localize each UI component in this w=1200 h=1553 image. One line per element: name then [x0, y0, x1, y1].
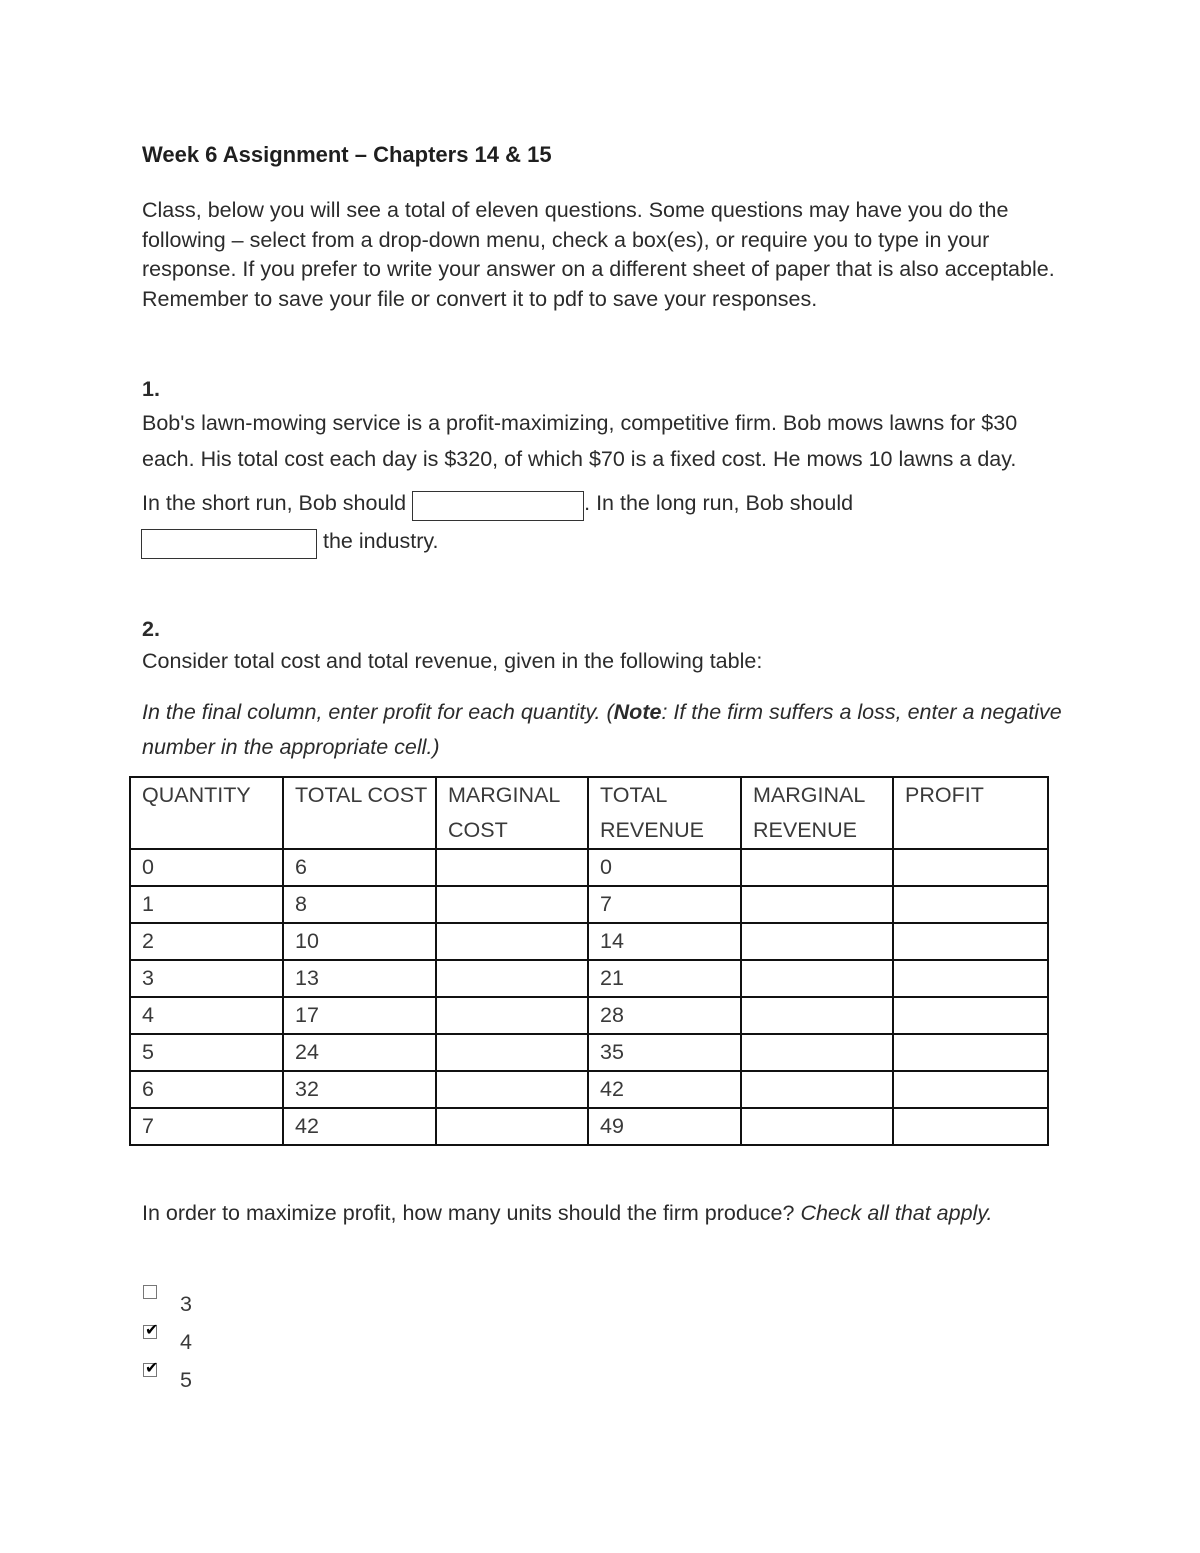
long-run-answer-field[interactable]	[141, 529, 317, 559]
table-cell: 14	[588, 923, 741, 960]
table-row	[130, 1034, 1048, 1071]
table-row	[130, 849, 1048, 886]
answer-option[interactable]	[142, 1360, 342, 1399]
table-row	[130, 960, 1048, 997]
table-cell: 1	[130, 886, 283, 923]
prompt-short-run: In the short run, Bob should	[142, 491, 407, 515]
answer-checkbox[interactable]	[143, 1322, 159, 1339]
table-cell: 0	[588, 849, 741, 886]
followup-question	[142, 1196, 1062, 1232]
table-cell: 42	[283, 1108, 436, 1145]
page-title: Week 6 Assignment – Chapters 14 & 15	[142, 142, 552, 167]
table-input-cell[interactable]	[741, 923, 893, 960]
answer-option[interactable]	[142, 1322, 342, 1361]
table-input-cell[interactable]	[741, 886, 893, 923]
table-header-cell: PROFIT	[893, 777, 1048, 849]
table-cell: 35	[588, 1034, 741, 1071]
table-cell: 0	[130, 849, 283, 886]
table-cell: 5	[130, 1034, 283, 1071]
answer-checkbox[interactable]	[143, 1360, 159, 1377]
table-input-cell[interactable]	[893, 997, 1048, 1034]
table-input-cell[interactable]	[436, 1071, 588, 1108]
table-input-cell[interactable]	[893, 960, 1048, 997]
table-header-cell: MARGINAL COST	[436, 777, 588, 849]
table-header-cell: TOTAL REVENUE	[588, 777, 741, 849]
prompt-industry: the industry.	[322, 529, 439, 553]
table-cell: 42	[588, 1071, 741, 1108]
cost-revenue-table	[129, 776, 1049, 1146]
table-input-cell[interactable]	[741, 1108, 893, 1145]
table-cell: 24	[283, 1034, 436, 1071]
table-row	[130, 997, 1048, 1034]
table-input-cell[interactable]	[741, 997, 893, 1034]
table-header-cell: QUANTITY	[130, 777, 283, 849]
table-cell: 2	[130, 923, 283, 960]
table-cell: 4	[130, 997, 283, 1034]
table-input-cell[interactable]	[436, 1108, 588, 1145]
checkmark-icon: ✔	[145, 1322, 159, 1339]
table-cell: 7	[130, 1108, 283, 1145]
table-input-cell[interactable]	[436, 997, 588, 1034]
table-input-cell[interactable]	[893, 1071, 1048, 1108]
table-header-row	[130, 777, 1048, 849]
table-input-cell[interactable]	[893, 923, 1048, 960]
table-input-cell[interactable]	[741, 960, 893, 997]
table-input-cell[interactable]	[893, 849, 1048, 886]
checkmark-icon: ✔	[145, 1360, 159, 1377]
table-input-cell[interactable]	[436, 886, 588, 923]
instruction-text-2: : If the firm suffers a loss, enter a negative number in the appropriate cell.)	[142, 699, 1062, 759]
table-cell: 10	[283, 923, 436, 960]
table-cell: 6	[130, 1071, 283, 1108]
table-cell: 6	[283, 849, 436, 886]
assignment-page	[142, 140, 1062, 1392]
question-1-text: Bob's lawn-mowing service is a profit-maximizing, competitive firm. Bob mows lawns for $30 each. His total cost each day is $320, of which $70 is a fixed cost. He mows 10 lawns a day.	[142, 411, 1018, 471]
table-input-cell[interactable]	[436, 1034, 588, 1071]
table-input-cell[interactable]	[893, 1034, 1048, 1071]
answer-option[interactable]	[142, 1285, 342, 1321]
question-1	[142, 374, 1062, 560]
table-input-cell[interactable]	[436, 923, 588, 960]
table-input-cell[interactable]	[741, 849, 893, 886]
table-cell: 3	[130, 960, 283, 997]
table-input-cell[interactable]	[436, 960, 588, 997]
followup-hint: Check all that apply.	[800, 1201, 993, 1225]
question-2-text: Consider total cost and total revenue, given in the following table:	[142, 649, 763, 673]
table-header-cell: MARGINAL REVENUE	[741, 777, 893, 849]
table-row	[130, 923, 1048, 960]
table-cell: 21	[588, 960, 741, 997]
question-2-followup	[142, 1196, 1062, 1232]
answer-checkbox[interactable]	[143, 1285, 157, 1299]
question-1-prompt	[142, 484, 1062, 560]
answer-option-label: 3	[180, 1292, 192, 1316]
table-row	[130, 886, 1048, 923]
table-input-cell[interactable]	[893, 1108, 1048, 1145]
instruction-note: Note	[613, 699, 662, 724]
followup-text: In order to maximize profit, how many units should the firm produce?	[142, 1201, 795, 1225]
short-run-answer-field[interactable]	[412, 491, 584, 521]
question-2-number: 2.	[142, 617, 160, 641]
question-1-number: 1.	[142, 377, 160, 401]
table-cell: 8	[283, 886, 436, 923]
table-cell: 32	[283, 1071, 436, 1108]
table-input-cell[interactable]	[741, 1071, 893, 1108]
table-input-cell[interactable]	[436, 849, 588, 886]
answer-option-label: 5	[180, 1368, 192, 1392]
question-2	[142, 614, 1062, 766]
table-cell: 7	[588, 886, 741, 923]
table-cell: 49	[588, 1108, 741, 1145]
table-cell: 28	[588, 997, 741, 1034]
table-cell: 17	[283, 997, 436, 1034]
intro-paragraph: Class, below you will see a total of eleven questions. Some questions may have you do the following – select from a drop-down menu, check a box(es), or require you to type in your response. If you prefer to write your answer on a different sheet of paper that is also acceptable. Remember to save your file or convert it to pdf to save your responses.	[142, 198, 1055, 311]
table-header-cell: TOTAL COST	[283, 777, 436, 849]
table-input-cell[interactable]	[741, 1034, 893, 1071]
answer-option-label: 4	[180, 1330, 192, 1354]
table-row	[130, 1108, 1048, 1145]
table-cell: 13	[283, 960, 436, 997]
table-input-cell[interactable]	[893, 886, 1048, 923]
table-row	[130, 1071, 1048, 1108]
prompt-long-run: . In the long run, Bob should	[584, 491, 854, 515]
instruction-text: In the final column, enter profit for each quantity. (	[142, 699, 614, 724]
question-2-instruction	[142, 695, 1062, 766]
